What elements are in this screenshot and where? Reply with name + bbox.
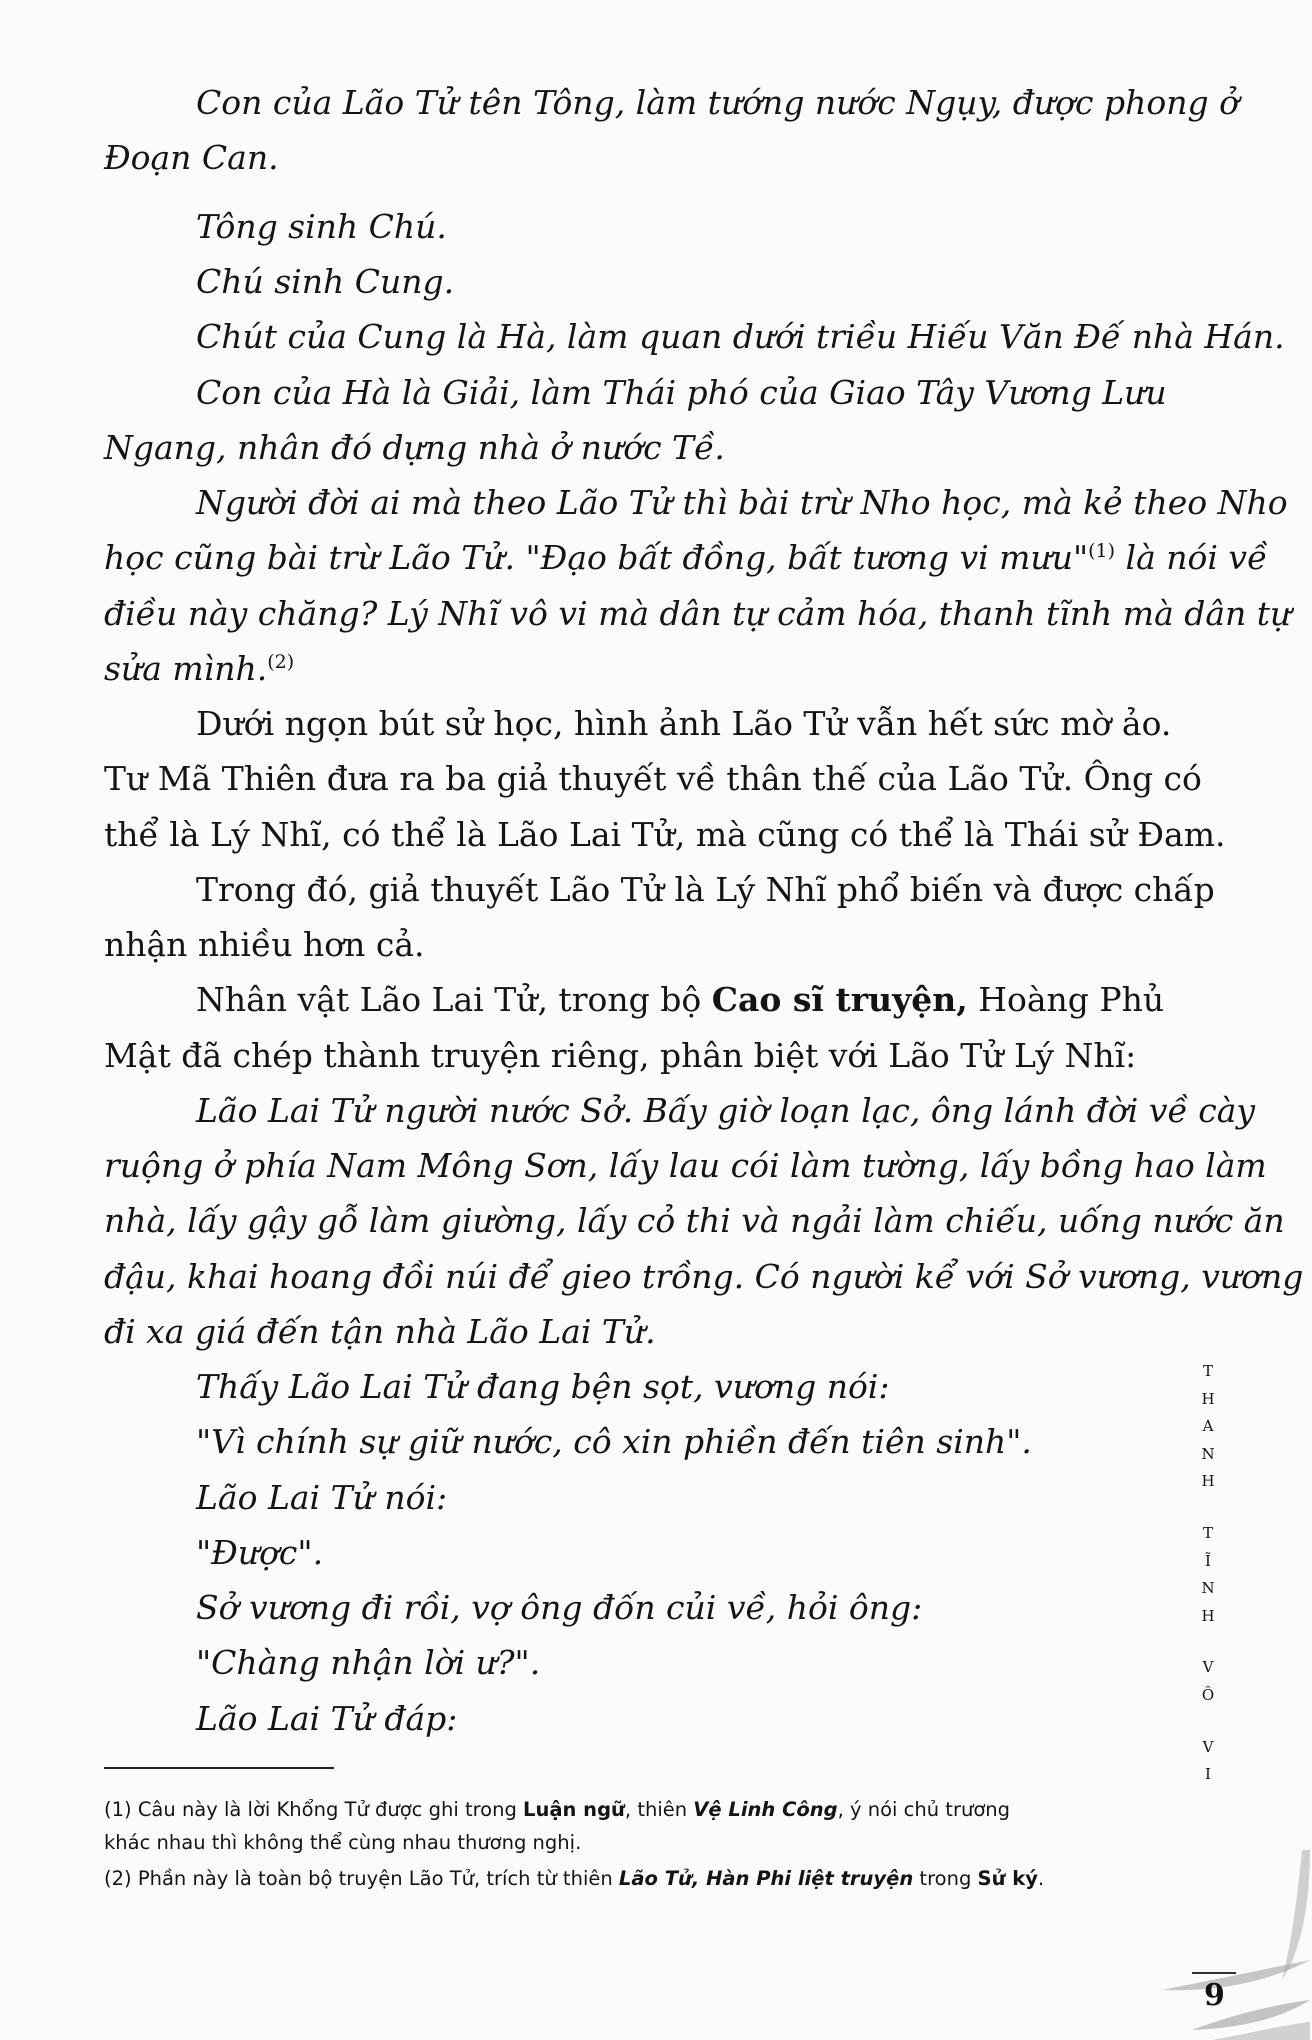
fn-text: , thiên xyxy=(624,1798,694,1821)
text-span: là nói về xyxy=(1115,538,1268,577)
text-line: Mật đã chép thành truyện riêng, phân biệt với Lão Tử Lý Nhĩ: xyxy=(104,1036,1137,1075)
title-letter: H xyxy=(1201,1606,1215,1625)
text-line: Thấy Lão Lai Tử đang bện sọt, vương nói: xyxy=(196,1367,890,1406)
title-letter: A xyxy=(1202,1417,1214,1436)
text-span: Nhân vật Lão Lai Tử, trong bộ xyxy=(196,980,712,1019)
text-line: Con của Hà là Giải, làm Thái phó của Giao Tây Vương Lưu xyxy=(196,373,1167,412)
text-line: thể là Lý Nhĩ, có thể là Lão Lai Tử, mà cũng có thể là Thái sử Đam. xyxy=(104,815,1226,854)
title-letter: V xyxy=(1202,1737,1214,1756)
fn-chapter-title: Vệ Linh Công xyxy=(693,1798,838,1821)
fn-text: , ý nói chủ trương xyxy=(837,1798,1010,1821)
text-span: sửa mình. xyxy=(104,649,268,688)
title-letter: Ô xyxy=(1201,1685,1215,1704)
fn-text: (2) Phần này là toàn bộ truyện Lão Tử, trích từ thiên xyxy=(104,1867,619,1890)
text-line: đậu, khai hoang đồi núi để gieo trồng. Có người kể với Sở vương, vương xyxy=(104,1257,1304,1296)
text-line: nhà, lấy gậy gỗ làm giường, lấy cỏ thi và ngải làm chiếu, uống nước ăn xyxy=(104,1201,1285,1240)
text-line: Lão Lai Tử nói: xyxy=(196,1478,448,1517)
fn-text: (1) Câu này là lời Khổng Tử được ghi trong xyxy=(104,1798,524,1821)
text-line: Trong đó, giả thuyết Lão Tử là Lý Nhĩ phổ biến và được chấp xyxy=(196,870,1215,909)
text-line: ruộng ở phía Nam Mông Sơn, lấy lau cói làm tường, lấy bồng hao làm xyxy=(104,1146,1267,1185)
fn-book-title: Luận ngữ xyxy=(523,1798,625,1821)
footnote-1-line: khác nhau thì không thể cùng nhau thương nghị. xyxy=(104,1831,582,1854)
page-number: 9 xyxy=(1204,1978,1225,2013)
text-line: "Chàng nhận lời ư?". xyxy=(196,1643,541,1682)
title-letter: T xyxy=(1202,1362,1213,1380)
fn-chapter-title: Lão Tử, Hàn Phi liệt truyện xyxy=(618,1867,914,1890)
footnote-ref: (2) xyxy=(267,651,295,673)
page-number-rule xyxy=(1192,1972,1236,1974)
text-line: Sở vương đi rồi, vợ ông đốn củi về, hỏi ông: xyxy=(196,1588,923,1627)
text-line: Lão Lai Tử đáp: xyxy=(196,1699,458,1738)
text-line: Con của Lão Tử tên Tông, làm tướng nước Ngụy, được phong ở xyxy=(196,83,1239,122)
leaf-shape xyxy=(1282,1850,1310,1980)
text-line: Người đời ai mà theo Lão Tử thì bài trừ Nho học, mà kẻ theo Nho xyxy=(196,483,1288,522)
text-line: "Vì chính sự giữ nước, cô xin phiền đến tiên sinh". xyxy=(196,1422,1032,1461)
title-letter: H xyxy=(1201,1389,1215,1408)
fn-text: . xyxy=(1037,1867,1045,1890)
text-line: Tư Mã Thiên đưa ra ba giả thuyết về thân thế của Lão Tử. Ông có xyxy=(104,759,1202,798)
text-line: "Được". xyxy=(196,1533,324,1572)
bamboo-leaf-decoration xyxy=(1152,1840,1312,2040)
title-letter: V xyxy=(1202,1658,1214,1677)
text-line: Dưới ngọn bút sử học, hình ảnh Lão Tử vẫn hết sức mờ ảo. xyxy=(196,704,1172,743)
text-line xyxy=(104,649,295,688)
text-line: Đoạn Can. xyxy=(104,138,279,177)
text-line: nhận nhiều hơn cả. xyxy=(104,925,425,964)
book-title: Cao sĩ truyện, xyxy=(711,980,968,1019)
text-line: Ngang, nhân đó dựng nhà ở nước Tề. xyxy=(104,428,725,467)
vertical-book-title xyxy=(1198,1358,1218,1789)
text-line xyxy=(104,538,1268,577)
fn-text: trong xyxy=(913,1867,978,1890)
text-line: Chút của Cung là Hà, làm quan dưới triều Hiếu Văn Đế nhà Hán. xyxy=(196,317,1285,356)
title-letter: T xyxy=(1202,1523,1213,1542)
footnote-2-line xyxy=(104,1869,1044,1889)
text-line: điều này chăng? Lý Nhĩ vô vi mà dân tự cảm hóa, thanh tĩnh mà dân tự xyxy=(104,594,1292,633)
text-line xyxy=(196,980,1165,1019)
fn-book-title: Sử ký xyxy=(977,1867,1038,1890)
text-span: học cũng bài trừ Lão Tử. "Đạo bất đồng, bất tương vi mưu" xyxy=(104,538,1089,577)
text-line: Tông sinh Chú. xyxy=(196,207,447,246)
text-line: đi xa giá đến tận nhà Lão Lai Tử. xyxy=(104,1312,656,1351)
title-letter: N xyxy=(1201,1579,1215,1598)
footnote-1-line xyxy=(104,1800,1010,1820)
text-line: Chú sinh Cung. xyxy=(196,262,455,301)
footnote-ref: (1) xyxy=(1088,540,1116,562)
text-line: Lão Lai Tử người nước Sở. Bấy giờ loạn lạc, ông lánh đời về cày xyxy=(196,1091,1256,1130)
title-letter: I xyxy=(1205,1765,1211,1784)
title-letter: Ĩ xyxy=(1205,1551,1211,1570)
title-letter: N xyxy=(1201,1444,1215,1463)
text-span: Hoàng Phủ xyxy=(967,980,1165,1019)
title-letter: H xyxy=(1201,1472,1215,1491)
footnote-divider xyxy=(104,1767,334,1769)
